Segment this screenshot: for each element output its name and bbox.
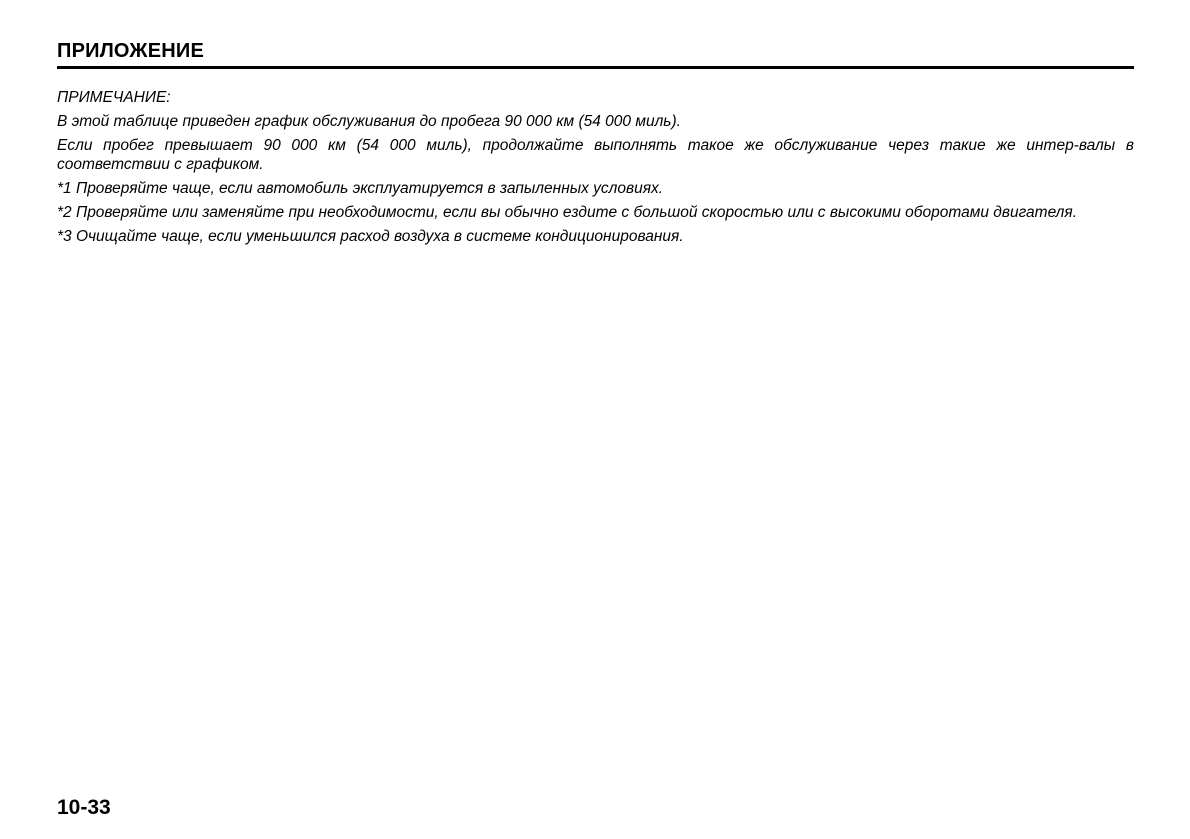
note-paragraph: Если пробег превышает 90 000 км (54 000 миль), продолжайте выполнять такое же обслуживание через такие же интер-валы в соответствии с графиком.: [57, 137, 1134, 173]
page-number: 10-33: [57, 796, 111, 819]
footnote-2: *2 Проверяйте или заменяйте при необходимости, если вы обычно ездите с большой скоростью или с высокими оборотами двигателя.: [57, 204, 1078, 221]
header-divider: [57, 66, 1134, 69]
footnote-1: *1 Проверяйте чаще, если автомобиль эксплуатируется в запыленных условиях.: [57, 180, 664, 197]
note-heading: ПРИМЕЧАНИЕ:: [57, 89, 171, 106]
note-paragraph: В этой таблице приведен график обслуживания до пробега 90 000 км (54 000 миль).: [57, 113, 681, 130]
page-section-title: ПРИЛОЖЕНИЕ: [57, 40, 204, 62]
footnote-3: *3 Очищайте чаще, если уменьшился расход воздуха в системе кондиционирования.: [57, 228, 684, 245]
note-block: [57, 88, 1134, 251]
